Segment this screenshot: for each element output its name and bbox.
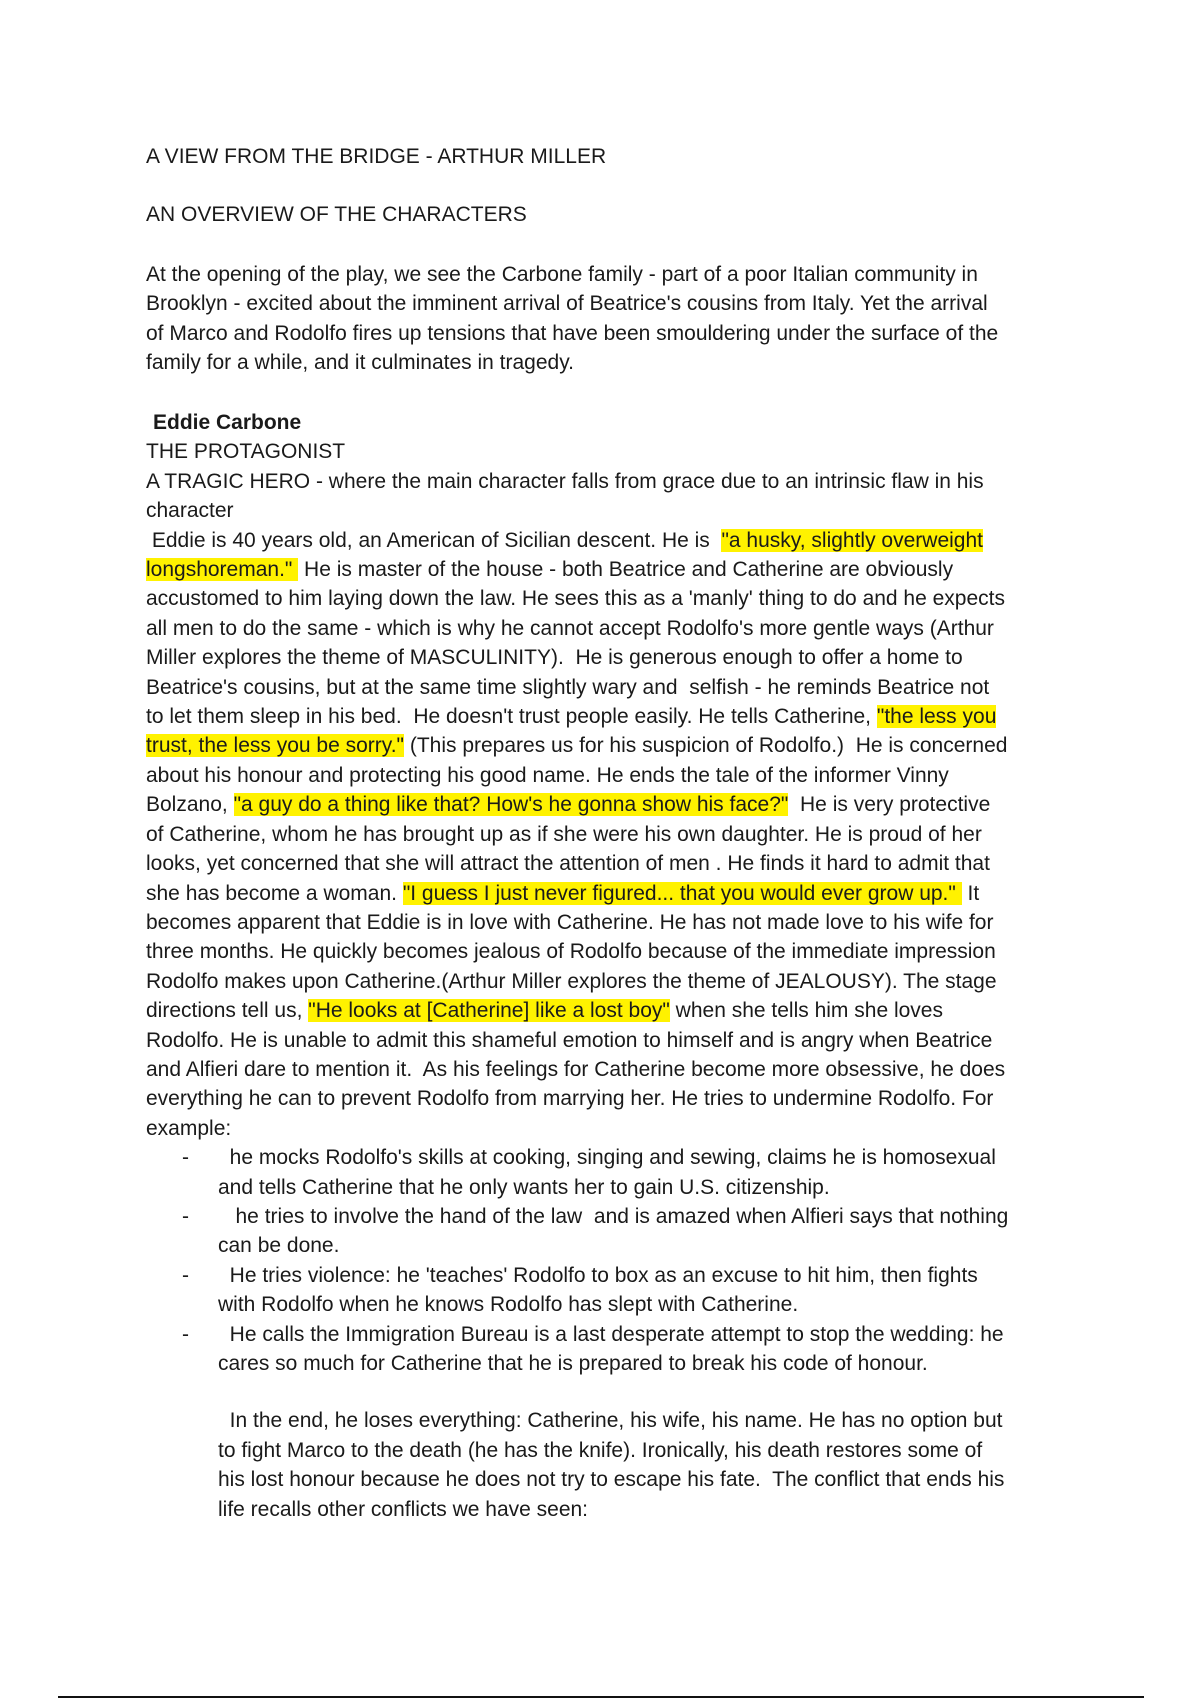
body-text: (This prepares us for his suspicion of Rodolfo.) He is concerned (404, 734, 1008, 758)
list-dash: - (182, 1204, 189, 1228)
ending-line: his lost honour because he does not try to escape his fate. The conflict that ends his (218, 1468, 1005, 1492)
body-text: directions tell us, (146, 999, 309, 1023)
highlighted-quote: "I guess I just never figured... that you would ever grow up." (402, 881, 962, 905)
list-dash: - (182, 1146, 189, 1170)
list-item-line: can be done. (218, 1234, 340, 1258)
character-heading: Eddie Carbone (153, 411, 302, 434)
tragic-hero-line: character (146, 499, 234, 523)
body-line: looks, yet concerned that she will attract the attention of men . He finds it hard to admit that (146, 852, 990, 876)
document-title: A VIEW FROM THE BRIDGE - ARTHUR MILLER (146, 145, 607, 168)
list-item (146, 1261, 1008, 1320)
body-line (146, 879, 1008, 908)
body-line: Rodolfo. He is unable to admit this shameful emotion to himself and is angry when Beatrice (146, 1028, 993, 1052)
intro-line: family for a while, and it culminates in tragedy. (146, 351, 574, 375)
list-dash: - (182, 1322, 189, 1346)
body-line: example: (146, 1116, 232, 1140)
list-item-line: he tries to involve the hand of the law and is amazed when Alfieri says that nothing (218, 1204, 1009, 1228)
body-line: all men to do the same - which is why he cannot accept Rodolfo's more gentle ways (Arthur (146, 616, 994, 640)
body-text: when she tells him she loves (669, 999, 943, 1023)
body-line: Miller explores the theme of MASCULINITY). He is generous enough to offer a home to (146, 646, 963, 670)
body-line: Beatrice's cousins, but at the same time slightly wary and selfish - he reminds Beatrice not (146, 675, 990, 699)
body-line: everything he can to prevent Rodolfo from marrying her. He tries to undermine Rodolfo. For (146, 1087, 994, 1111)
body-line (146, 790, 1008, 819)
list-item-line: and tells Catherine that he only wants her to gain U.S. citizenship. (218, 1175, 830, 1199)
body-line: three months. He quickly becomes jealous of Rodolfo because of the immediate impression (146, 940, 996, 964)
tragic-hero-line: A TRAGIC HERO - where the main character falls from grace due to an intrinsic flaw in his (146, 469, 984, 493)
body-line (146, 526, 1008, 555)
intro-paragraph (146, 260, 998, 378)
body-text: to let them sleep in his bed. He doesn't trust people easily. He tells Catherine, (146, 705, 877, 729)
body-line: and Alfieri dare to mention it. As his feelings for Catherine become more obsessive, he does (146, 1057, 1006, 1081)
list-item (146, 1320, 1008, 1379)
body-text: Eddie is 40 years old, an American of Sicilian descent. He is (146, 528, 722, 552)
highlighted-quote: longshoreman." (146, 558, 299, 582)
character-section-eddie (146, 408, 1008, 1524)
list-dash: - (182, 1263, 189, 1287)
body-text: He is very protective (788, 793, 991, 817)
body-line (146, 702, 1008, 731)
highlighted-quote: "a guy do a thing like that? How's he gonna show his face?" (233, 793, 789, 817)
list-item-line: He tries violence: he 'teaches' Rodolfo to box as an excuse to hit him, then fights (218, 1263, 978, 1287)
list-item (146, 1143, 1008, 1202)
highlighted-quote: "He looks at [Catherine] like a lost boy" (308, 999, 670, 1023)
ending-paragraph (146, 1406, 1008, 1524)
body-text: He is master of the house - both Beatrice and Catherine are obviously (298, 558, 954, 582)
intro-line: At the opening of the play, we see the Carbone family - part of a poor Italian community in (146, 263, 978, 286)
list-item-line: He calls the Immigration Bureau is a last desperate attempt to stop the wedding: he (218, 1322, 1004, 1346)
body-text: It (961, 881, 980, 905)
body-text: she has become a woman. (146, 881, 403, 905)
highlighted-quote: "a husky, slightly overweight (721, 528, 983, 552)
body-line: about his honour and protecting his good name. He ends the tale of the informer Vinny (146, 763, 949, 787)
ending-line: life recalls other conflicts we have seen: (218, 1497, 589, 1521)
character-role: THE PROTAGONIST (146, 440, 346, 464)
list-item-line: he mocks Rodolfo's skills at cooking, singing and sewing, claims he is homosexual (218, 1146, 996, 1170)
body-line: becomes apparent that Eddie is in love with Catherine. He has not made love to his wife for (146, 910, 994, 934)
body-text: Bolzano, (146, 793, 234, 817)
example-list (146, 1143, 1008, 1378)
intro-line: of Marco and Rodolfo fires up tensions that have been smouldering under the surface of the (146, 321, 999, 345)
highlighted-quote: trust, the less you be sorry." (146, 734, 404, 758)
body-line: accustomed to him laying down the law. He sees this as a 'manly' thing to do and he expects (146, 587, 1006, 611)
body-line: Rodolfo makes upon Catherine.(Arthur Miller explores the theme of JEALOUSY). The stage (146, 969, 997, 993)
body-line (146, 555, 1008, 584)
list-item-line: cares so much for Catherine that he is prepared to break his code of honour. (218, 1352, 928, 1375)
page-bottom-rule (58, 1696, 1144, 1698)
intro-line: Brooklyn - excited about the imminent arrival of Beatrice's cousins from Italy. Yet the arrival (146, 292, 988, 316)
list-item-line: with Rodolfo when he knows Rodolfo has slept with Catherine. (218, 1293, 799, 1317)
body-line (146, 731, 1008, 760)
character-description (146, 526, 1008, 1144)
ending-line: to fight Marco to the death (he has the knife). Ironically, his death restores some of (218, 1438, 983, 1462)
document-subtitle: AN OVERVIEW OF THE CHARACTERS (146, 203, 527, 226)
body-line: of Catherine, whom he has brought up as if she were his own daughter. He is proud of her (146, 822, 982, 846)
highlighted-quote: "the less you (876, 705, 997, 729)
body-line (146, 996, 1008, 1025)
list-item (146, 1202, 1008, 1261)
ending-line: In the end, he loses everything: Catherine, his wife, his name. He has no option but (218, 1409, 1003, 1433)
